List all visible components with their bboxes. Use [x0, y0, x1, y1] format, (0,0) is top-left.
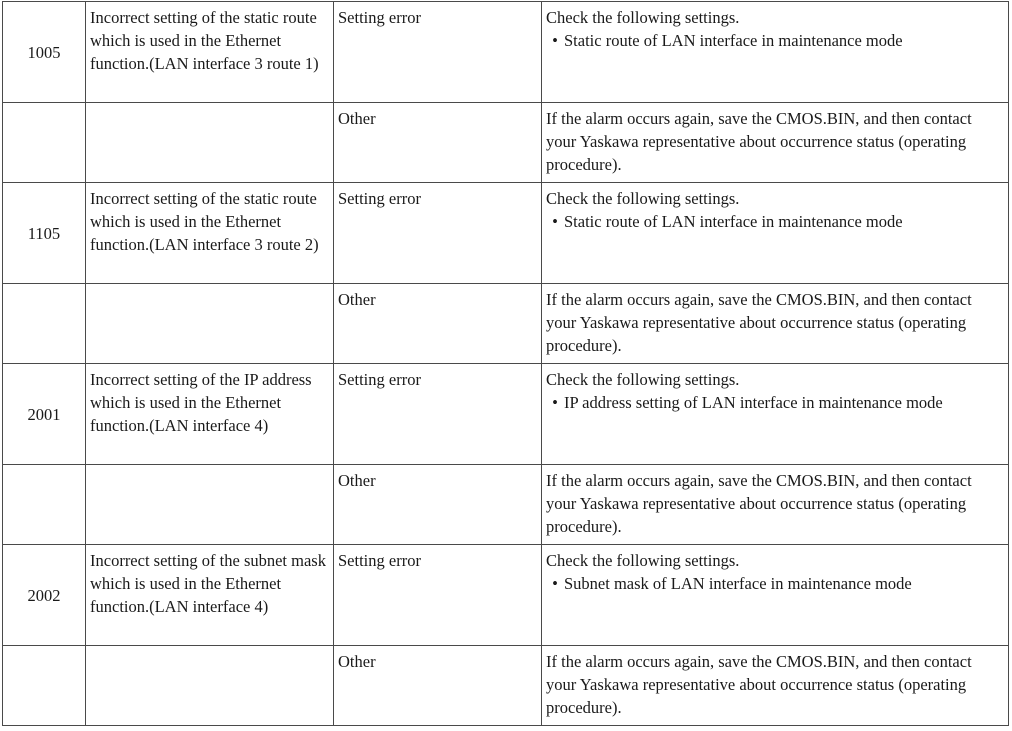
table-row — [3, 183, 1009, 284]
alarm-code-empty — [3, 646, 86, 726]
alarm-code-empty — [3, 103, 86, 183]
alarm-cause: Other — [334, 465, 542, 545]
alarm-description-empty — [86, 465, 334, 545]
alarm-remedy: If the alarm occurs again, save the CMOS.BIN, and then contact your Yaskawa representative about occurrence status (operating procedure). — [542, 103, 1009, 183]
alarm-code: 1005 — [3, 2, 86, 103]
alarm-cause: Other — [334, 103, 542, 183]
alarm-code-empty — [3, 465, 86, 545]
remedy-title: Check the following settings. — [546, 189, 740, 208]
remedy-bullet-item — [546, 572, 1004, 595]
remedy-title: Check the following settings. — [546, 8, 740, 27]
table-row — [3, 284, 1009, 364]
alarm-remedy — [542, 545, 1009, 646]
remedy-bullet-text: IP address setting of LAN interface in maintenance mode — [564, 393, 943, 413]
alarm-remedy — [542, 364, 1009, 465]
alarm-description-empty — [86, 284, 334, 364]
remedy-bullet-item — [546, 391, 1004, 414]
table-row — [3, 364, 1009, 465]
remedy-title: Check the following settings. — [546, 551, 740, 570]
alarm-remedy — [542, 2, 1009, 103]
alarm-description: Incorrect setting of the static route which is used in the Ethernet function.(LAN interface 3 route 2) — [86, 183, 334, 284]
alarm-code: 2002 — [3, 545, 86, 646]
remedy-bullet-text: Subnet mask of LAN interface in maintenance mode — [564, 574, 912, 594]
remedy-bullet-text: Static route of LAN interface in maintenance mode — [564, 31, 903, 51]
bullet-icon: • — [552, 31, 558, 51]
alarm-cause: Setting error — [334, 364, 542, 465]
bullet-icon: • — [552, 212, 558, 232]
remedy-bullet-item — [546, 210, 1004, 233]
alarm-remedy — [542, 183, 1009, 284]
alarm-description-empty — [86, 103, 334, 183]
table-row — [3, 545, 1009, 646]
table-row — [3, 646, 1009, 726]
alarm-remedy: If the alarm occurs again, save the CMOS.BIN, and then contact your Yaskawa representative about occurrence status (operating procedure). — [542, 465, 1009, 545]
alarm-description-empty — [86, 646, 334, 726]
bullet-icon: • — [552, 393, 558, 413]
alarm-cause: Setting error — [334, 183, 542, 284]
alarm-code: 2001 — [3, 364, 86, 465]
table-row — [3, 2, 1009, 103]
remedy-bullet-item — [546, 29, 1004, 52]
alarm-description: Incorrect setting of the IP address which is used in the Ethernet function.(LAN interface 4) — [86, 364, 334, 465]
alarm-description: Incorrect setting of the subnet mask which is used in the Ethernet function.(LAN interface 4) — [86, 545, 334, 646]
bullet-icon: • — [552, 574, 558, 594]
remedy-bullet-text: Static route of LAN interface in maintenance mode — [564, 212, 903, 232]
alarm-cause: Other — [334, 284, 542, 364]
alarm-cause: Other — [334, 646, 542, 726]
table-row — [3, 465, 1009, 545]
alarm-table — [2, 1, 1009, 726]
alarm-description: Incorrect setting of the static route which is used in the Ethernet function.(LAN interface 3 route 1) — [86, 2, 334, 103]
alarm-remedy: If the alarm occurs again, save the CMOS.BIN, and then contact your Yaskawa representative about occurrence status (operating procedure). — [542, 284, 1009, 364]
alarm-cause: Setting error — [334, 2, 542, 103]
table-row — [3, 103, 1009, 183]
alarm-code: 1105 — [3, 183, 86, 284]
alarm-code-empty — [3, 284, 86, 364]
alarm-remedy: If the alarm occurs again, save the CMOS.BIN, and then contact your Yaskawa representative about occurrence status (operating procedure). — [542, 646, 1009, 726]
remedy-title: Check the following settings. — [546, 370, 740, 389]
alarm-cause: Setting error — [334, 545, 542, 646]
